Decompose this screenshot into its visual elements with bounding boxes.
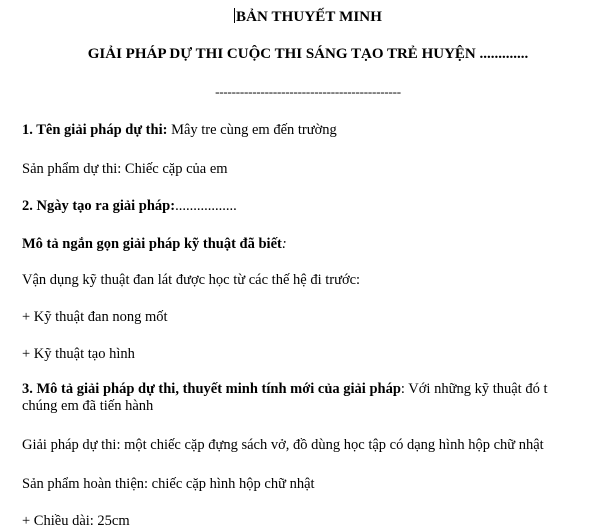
section-3-continuation: chúng em đã tiến hành bbox=[22, 398, 154, 414]
section-1-value: Mây tre cùng em đến trường bbox=[167, 122, 337, 138]
product-line: Sản phẩm dự thi: Chiếc cặp của em bbox=[22, 161, 228, 177]
section-3-heading bbox=[22, 380, 547, 398]
section-2-date bbox=[22, 197, 237, 215]
document-subtitle: GIẢI PHÁP DỰ THI CUỘC THI SÁNG TẠO TRẺ HUYỆN ............. bbox=[87, 46, 529, 62]
technique-intro: Vận dụng kỹ thuật đan lát được học từ các thế hệ đi trước: bbox=[22, 272, 361, 288]
known-technique-heading: Mô tả ngắn gọn giải pháp kỹ thuật đã biết: bbox=[22, 236, 287, 252]
finished-product-line: Sản phẩm hoàn thiện: chiếc cặp hình hộp chữ nhật bbox=[22, 476, 315, 492]
section-1-name bbox=[22, 121, 337, 139]
section-3-label: 3. Mô tả giải pháp dự thi, thuyết minh tính mới của giải pháp bbox=[22, 381, 401, 397]
length-line: + Chiều dài: 25cm bbox=[22, 513, 130, 529]
section-3-value: : Với những kỹ thuật đó t bbox=[400, 381, 548, 397]
text-cursor bbox=[234, 8, 235, 23]
technique-item-1: + Kỹ thuật đan nong mốt bbox=[22, 309, 168, 325]
section-2-label: 2. Ngày tạo ra giải pháp: bbox=[22, 198, 176, 214]
document-title: BẢN THUYẾT MINH bbox=[236, 9, 382, 25]
separator-rule: --------------------------------------------- bbox=[215, 84, 401, 99]
section-1-label: 1. Tên giải pháp dự thi: bbox=[22, 122, 168, 138]
solution-line: Giải pháp dự thi: một chiếc cặp đựng sách vở, đồ dùng học tập có dạng hình hộp chữ nhật bbox=[22, 437, 544, 453]
section-2-value: ................. bbox=[175, 198, 237, 214]
technique-item-2: + Kỹ thuật tạo hình bbox=[22, 346, 135, 362]
